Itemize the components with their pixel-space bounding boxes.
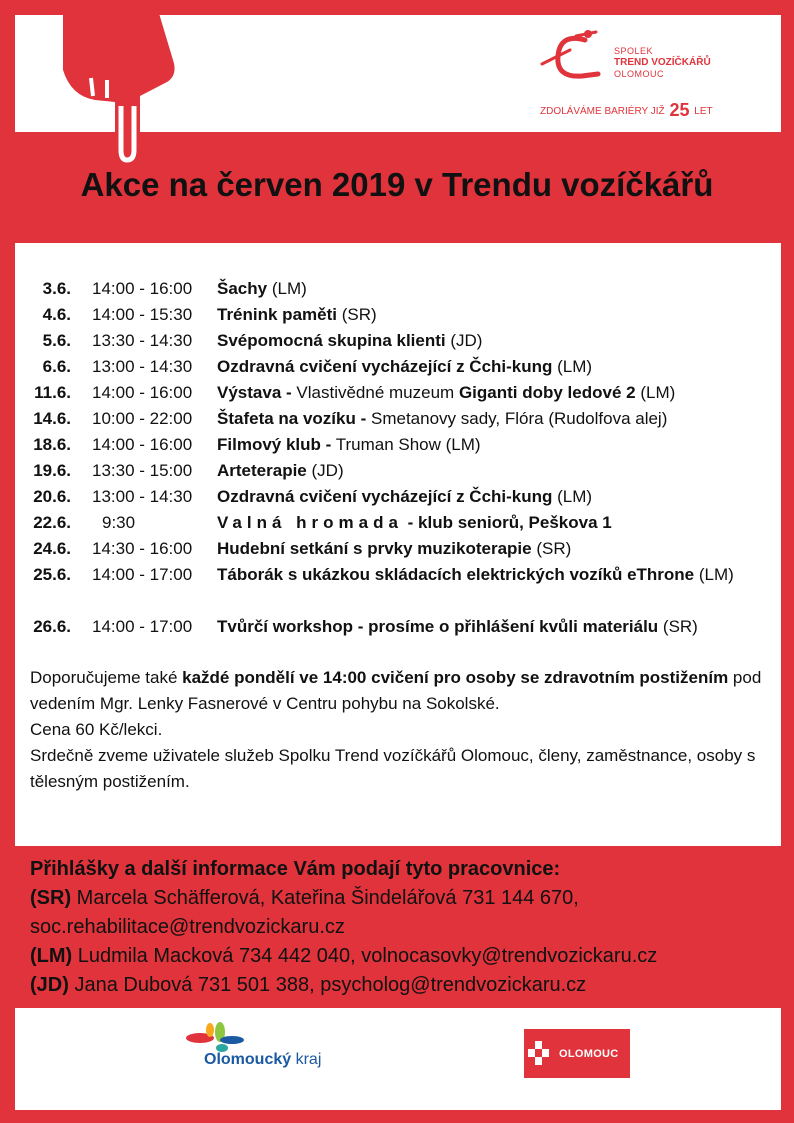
pointing-hand-icon xyxy=(55,0,180,172)
contact-line: (SR) Marcela Schäfferová, Kateřina Šindelářová 731 144 670, soc.rehabilitace@trendvozickaru.cz xyxy=(30,887,579,938)
checker-icon xyxy=(528,1041,550,1067)
note-text: Doporučujeme také každé pondělí ve 14:00 cvičení pro osoby se zdravotním postižením pod vedením Mgr. Lenky Fasnerové v Centru pohybu na Sokolské. Cena 60 Kč/lekci. Srdečně zveme uživatele služeb Spolku Trend vozíčkářů Olomouc, členy, zaměstnance, osoby s tělesným postižením. xyxy=(30,668,762,791)
contact-line: (LM) Ludmila Macková 734 442 040, volnocasovky@trendvozickaru.cz xyxy=(30,945,658,967)
contact-line: (JD) Jana Dubová 731 501 388, psycholog@trendvozickaru.cz xyxy=(30,974,587,996)
olomouc-city-logo: OLOMOUC xyxy=(524,1029,630,1078)
olomoucky-kraj-logo: Olomoucký kraj xyxy=(170,1022,335,1077)
contacts-section xyxy=(30,855,770,1000)
trend-logo xyxy=(540,28,730,118)
logo-line-3: OLOMOUC xyxy=(614,69,665,79)
logo-tagline: ZDOLÁVÁME BARIÉRY JIŽ 25 LET xyxy=(540,100,713,120)
flower-icon xyxy=(170,1022,250,1052)
logo-line-1: SPOLEK xyxy=(614,46,654,56)
wheelchair-swirl-icon xyxy=(540,28,610,88)
contacts-heading: Přihlášky a další informace Vám podají tyto pracovnice: xyxy=(30,858,561,880)
footer-panel xyxy=(15,1008,781,1110)
logo-line-2: TREND VOZÍČKÁŘŮ xyxy=(614,57,711,68)
page-title: Akce na červen 2019 v Trendu vozíčkářů xyxy=(80,166,714,203)
